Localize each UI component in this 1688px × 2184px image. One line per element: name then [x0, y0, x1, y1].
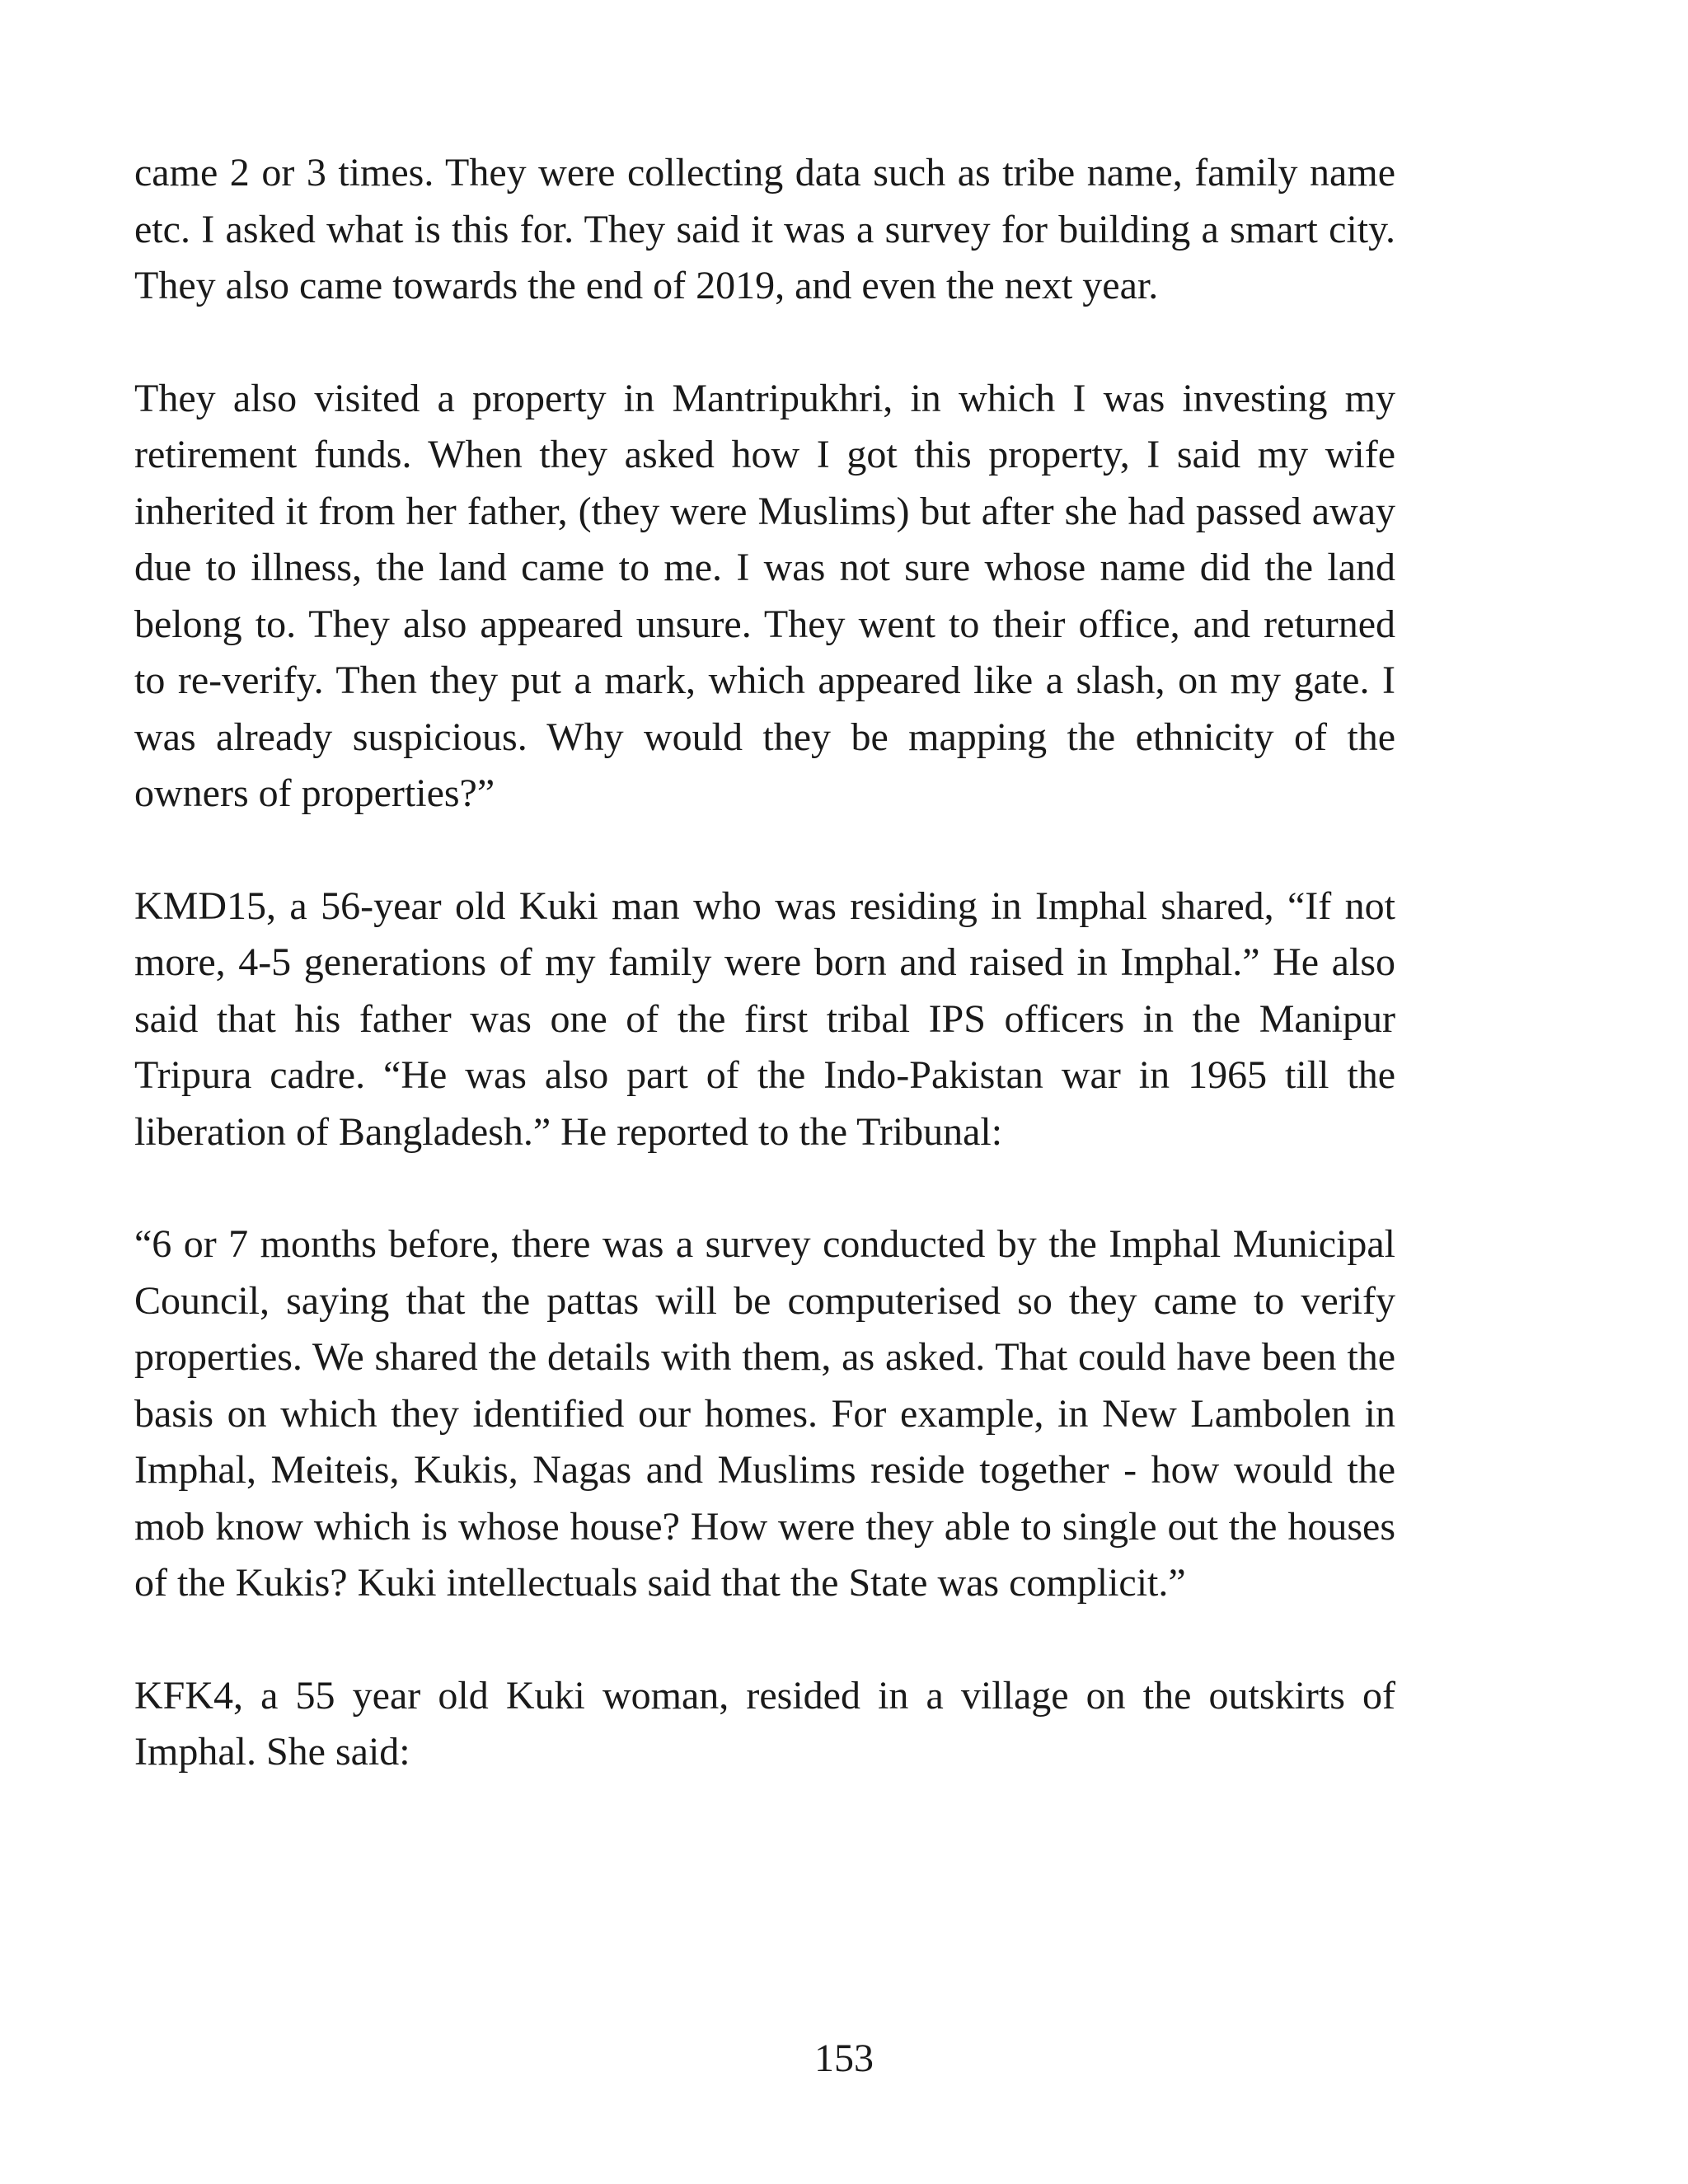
- page-body: [134, 145, 1395, 1837]
- paragraph-4: “6 or 7 months before, there was a survey conducted by the Imphal Municipal Council, saying that the pattas will be computerised so they came to verify properties. We shared the details with them, as asked. That could have been the basis on which they identified our homes. For example, in New Lambolen in Imphal, Meiteis, Kukis, Nagas and Muslims reside together - how would the mob know which is whose house? How were they able to single out the houses of the Kukis? Kuki intellectuals said that the State was complicit.”: [134, 1222, 1395, 1605]
- paragraph-2: They also visited a property in Mantripukhri, in which I was investing my retirement funds. When they asked how I got this property, I said my wife inherited it from her father, (they were Muslims) but after she had passed away due to illness, the land came to me. I was not sure whose name did the land belong to. They also appeared unsure. They went to their office, and returned to re-verify. Then they put a mark, which appeared like a slash, on my gate. I was already suspicious. Why would they be mapping the ethnicity of the owners of properties?”: [134, 376, 1395, 815]
- paragraph-1: came 2 or 3 times. They were collecting data such as tribe name, family name etc. I asked what is this for. They said it was a survey for building a smart city. They also came towards the end of 2019, and even the next year.: [134, 151, 1395, 307]
- paragraph-5: KFK4, a 55 year old Kuki woman, resided in a village on the outskirts of Imphal. She said:: [134, 1673, 1395, 1774]
- page-number: 153: [814, 2036, 874, 2080]
- paragraph-3: KMD15, a 56-year old Kuki man who was residing in Imphal shared, “If not more, 4-5 generations of my family were born and raised in Imphal.” He also said that his father was one of the first tribal IPS officers in the Manipur Tripura cadre. “He was also part of the Indo-Pakistan war in 1965 till the liberation of Bangladesh.” He reported to the Tribunal:: [134, 883, 1395, 1154]
